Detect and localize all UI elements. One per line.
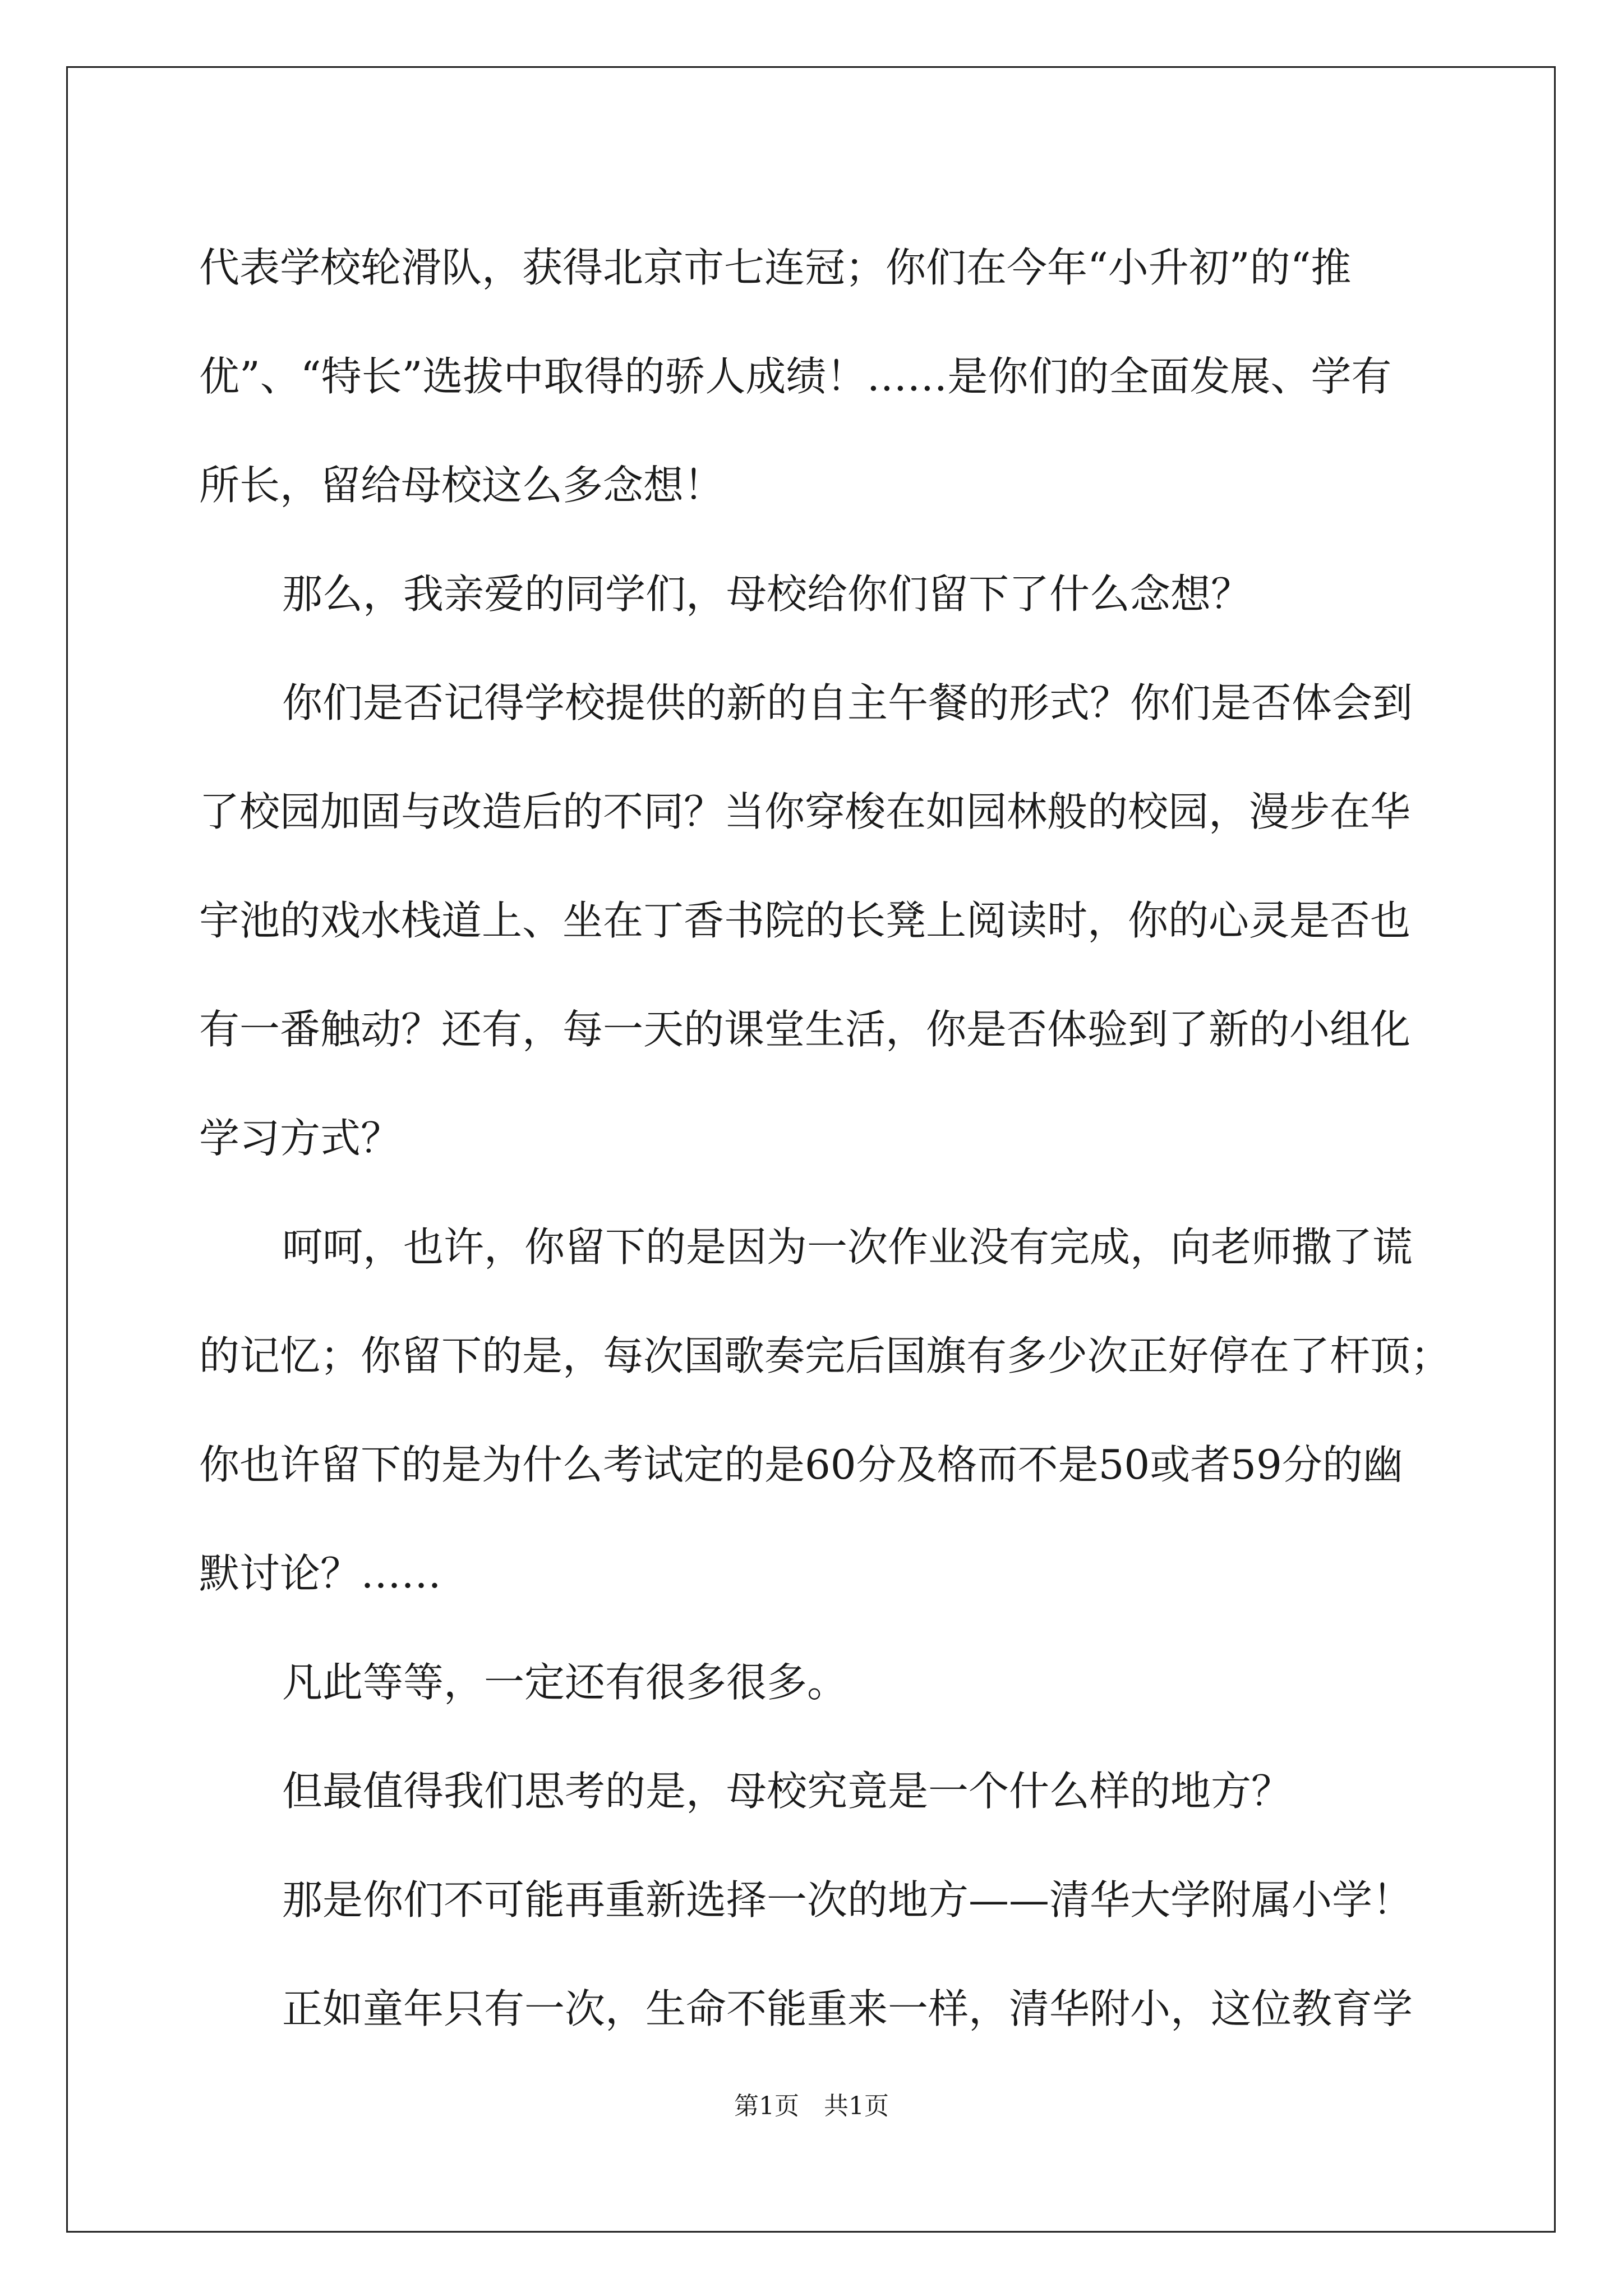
paragraph-start: 那么，我亲爱的同学们，母校给你们留下了什么念想？ [282, 570, 1252, 618]
paragraph-start: 但最值得我们思考的是，母校究竟是一个什么样的地方？ [282, 1768, 1292, 1815]
text-line: 的记忆；你留下的是，每次国歌奏完后国旗有多少次正好停在了杆顶； [199, 1332, 1451, 1379]
text-line: 了校园加固与改造后的不同？当你穿梭在如园林般的校园，漫步在华 [199, 788, 1411, 835]
text-line: 代表学校轮滑队，获得北京市七连冠；你们在今年“小升初”的“推 [199, 244, 1352, 291]
paragraph-start: 你们是否记得学校提供的新的自主午餐的形式？你们是否体会到 [282, 679, 1413, 726]
text-line: 默讨论？…… [199, 1550, 442, 1597]
document-body [199, 213, 1451, 2063]
text-line: 宇池的戏水栈道上、坐在丁香书院的长凳上阅读时，你的心灵是否也 [199, 897, 1411, 944]
paragraph-start: 正如童年只有一次，生命不能重来一样，清华附小，这位教育学 [282, 1985, 1413, 2032]
text-line: 你也许留下的是为什么考试定的是60分及格而不是50或者59分的幽 [199, 1441, 1403, 1488]
text-line: 所长，留给母校这么多念想！ [199, 462, 725, 509]
page-footer: 第1页 共1页 [734, 2092, 889, 2120]
paragraph-start: 那是你们不可能再重新选择一次的地方——清华大学附属小学！ [282, 1876, 1413, 1924]
text-line: 有一番触动？还有，每一天的课堂生活，你是否体验到了新的小组化 [199, 1006, 1411, 1053]
paragraph-start: 呵呵，也许，你留下的是因为一次作业没有完成，向老师撒了谎 [282, 1223, 1413, 1271]
paragraph-start: 凡此等等，一定还有很多很多。 [282, 1659, 848, 1706]
text-line: 优”、“特长”选拔中取得的骄人成绩！……是你们的全面发展、学有 [199, 353, 1392, 400]
text-line: 学习方式？ [199, 1115, 402, 1162]
